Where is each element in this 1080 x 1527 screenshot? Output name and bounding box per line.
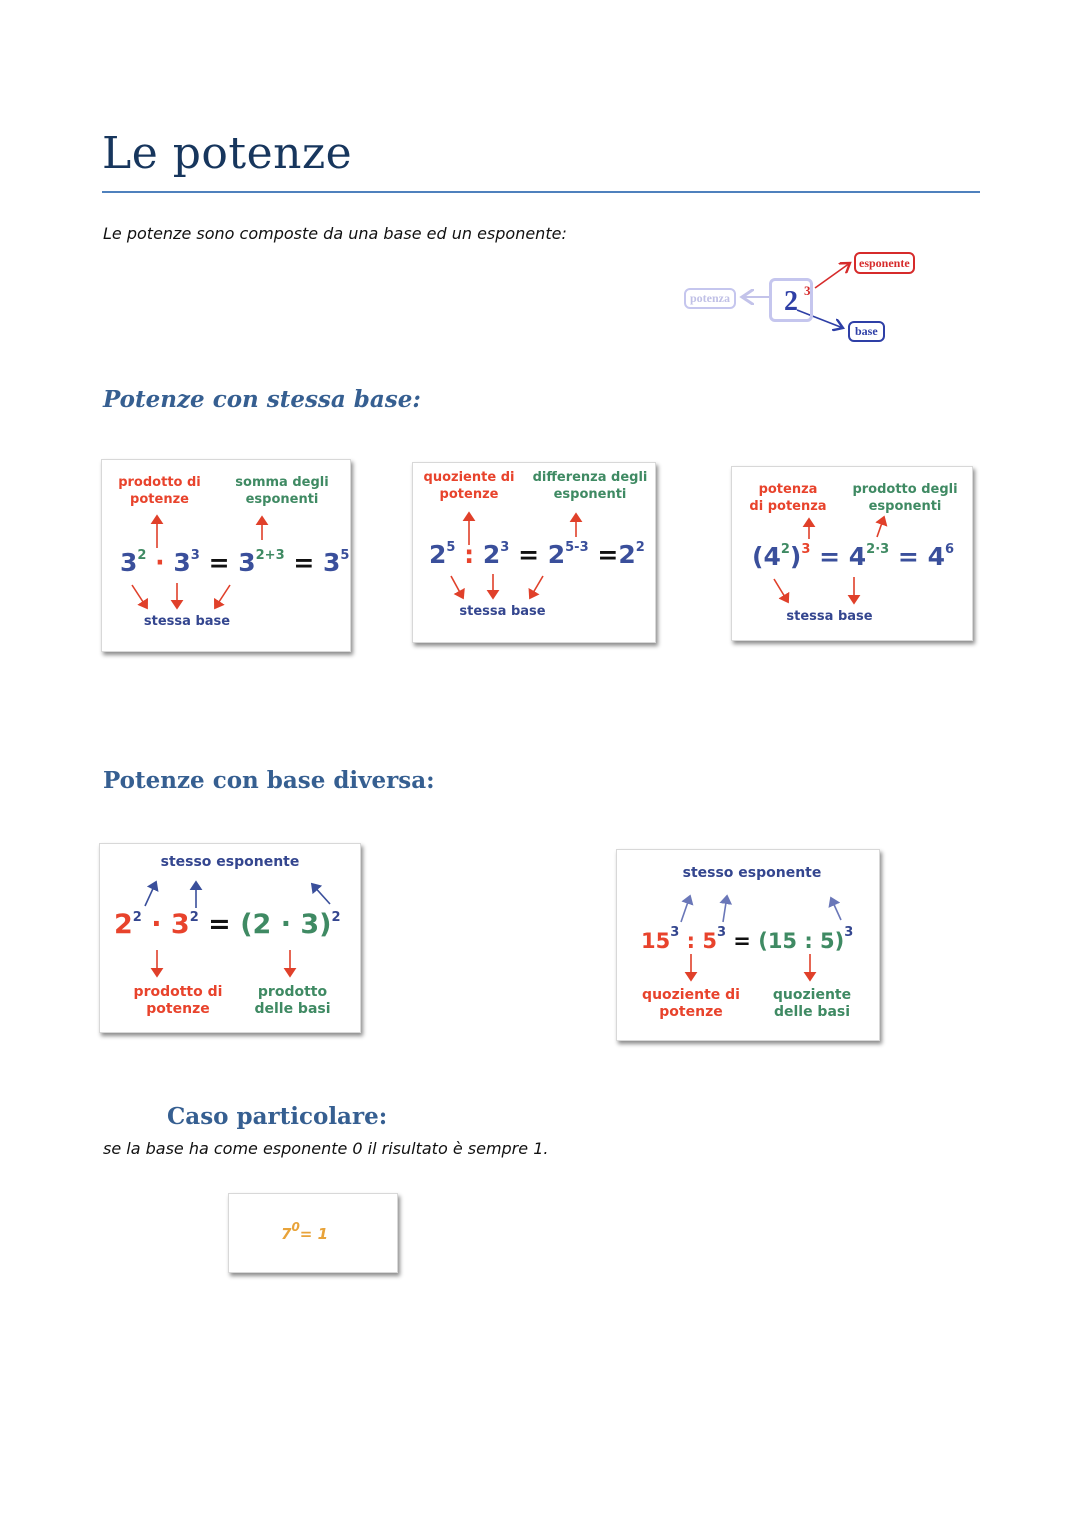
label-top-right: differenza degli esponenti — [532, 470, 648, 502]
label-bottom-left: prodotto di potenze — [133, 984, 223, 1017]
title-divider — [102, 191, 980, 193]
base-number: 2 — [784, 286, 798, 317]
label-top: stesso esponente — [160, 854, 300, 870]
card-zero-exponent — [228, 1193, 398, 1273]
heading-different-base: Potenze con base diversa: — [103, 767, 435, 794]
arrows — [100, 844, 360, 1032]
equation: $(4^2)^3 = 4^{2\cdot 3} = 4^6$ — [752, 542, 955, 571]
special-case-text: se la base ha come esponente 0 il risultato è sempre 1. — [103, 1139, 549, 1158]
label-bottom: stessa base — [786, 609, 873, 624]
label-top-left: quoziente di potenze — [423, 470, 515, 502]
label-bottom: stessa base — [143, 614, 231, 629]
exponent-number: 3 — [804, 283, 811, 298]
equation: $2^2 \cdot 3^2 = (2 \cdot 3)^2$ — [114, 909, 341, 940]
label-potenza: potenza — [684, 288, 736, 309]
arrows — [732, 467, 972, 640]
label-base: base — [848, 321, 885, 342]
heading-same-base: Potenze con stessa base: — [103, 386, 421, 413]
label-top-right: prodotto degli esponenti — [852, 482, 958, 514]
label-bottom-right: prodotto delle basi — [254, 984, 331, 1017]
card-product-of-powers — [101, 459, 351, 652]
card-power-of-power — [731, 466, 973, 641]
label-bottom-right: quoziente delle basi — [772, 987, 852, 1020]
intro-text: Le potenze sono composte da una base ed un esponente: — [103, 224, 567, 243]
label-bottom-left: quoziente di potenze — [642, 987, 740, 1020]
arrows — [617, 850, 879, 1040]
equation: $15^3$ : $5^3 = (15$ : 5)$^3$ — [641, 925, 854, 953]
zero-exponent-equation: $7^0= 1$ — [281, 1220, 329, 1243]
label-top-left: potenza di potenza — [749, 482, 827, 514]
page-title: Le potenze — [102, 128, 353, 179]
heading-special-case: Caso particolare: — [167, 1103, 388, 1130]
card-quotient-of-powers — [412, 462, 656, 643]
arrows — [102, 460, 350, 651]
equation: $2^5$ : $2^3 = 2^{5-3} =2^2$ — [429, 540, 645, 569]
label-esponente: esponente — [854, 252, 915, 274]
power-anatomy-diagram — [680, 248, 930, 348]
power-box — [769, 278, 813, 322]
card-product-same-exponent — [99, 843, 361, 1033]
arrows — [413, 463, 655, 642]
equation: $3^2 \cdot 3^3 = 3^{2+3} = 3^5$ — [120, 548, 350, 577]
label-top-left: prodotto di potenze — [118, 475, 201, 507]
label-top-right: somma degli esponenti — [235, 475, 329, 507]
label-bottom: stessa base — [459, 604, 546, 619]
card-quotient-same-exponent — [616, 849, 880, 1041]
label-top: stesso esponente — [682, 865, 822, 881]
